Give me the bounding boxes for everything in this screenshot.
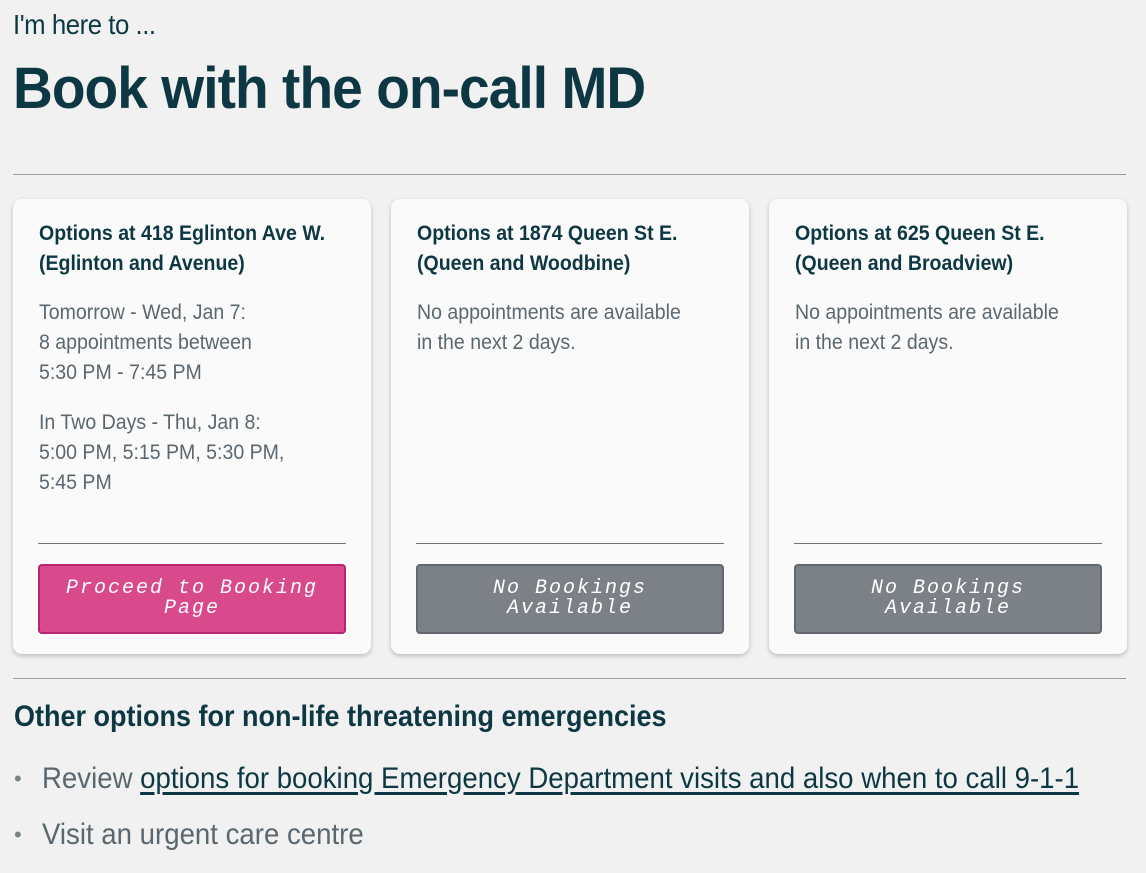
availability-tomorrow: Tomorrow - Wed, Jan 7: 8 appointments between 5:30 PM - 7:45 PM	[39, 301, 252, 384]
list-item	[14, 760, 1146, 816]
list-item-text: Visit an urgent care centre	[42, 818, 364, 851]
card-title	[417, 219, 703, 279]
top-divider	[13, 174, 1126, 175]
card-divider	[416, 543, 724, 544]
card-title	[39, 219, 325, 279]
list-item-text	[42, 760, 1079, 798]
availability-message: No appointments are available in the next 2 days.	[795, 301, 1059, 354]
proceed-to-booking-button[interactable]: Proceed to Booking Page	[38, 564, 346, 634]
location-cards	[13, 199, 1127, 654]
emergency-options-link[interactable]: options for booking Emergency Department visits and also when to call 9-1-1	[140, 762, 1080, 795]
intro-text: I'm here to ...	[13, 9, 156, 40]
card-title-line: Options at 625 Queen St E.	[795, 222, 1045, 245]
page-title: Book with the on-call MD	[13, 56, 646, 121]
bottom-divider	[13, 678, 1126, 679]
card-title	[795, 219, 1081, 279]
card-divider	[794, 543, 1102, 544]
other-options-heading: Other options for non-life threatening emergencies	[14, 700, 667, 733]
location-card-eglinton	[13, 199, 371, 654]
list-item-prefix: Review	[42, 762, 141, 795]
availability-message: No appointments are available in the next 2 days.	[417, 301, 681, 354]
card-title-line: (Queen and Woodbine)	[417, 252, 631, 275]
card-title-line: (Eglinton and Avenue)	[39, 252, 245, 275]
bullet-dot-icon: •	[14, 822, 22, 847]
bullet-dot-icon: •	[14, 766, 22, 791]
location-card-broadview	[769, 199, 1127, 654]
card-title-line: Options at 418 Eglinton Ave W.	[39, 222, 326, 245]
list-item	[14, 816, 1146, 872]
other-options-list	[14, 760, 1146, 872]
no-bookings-button: No Bookings Available	[416, 564, 724, 634]
location-card-woodbine	[391, 199, 749, 654]
card-title-line: Options at 1874 Queen St E.	[417, 222, 678, 245]
no-bookings-button: No Bookings Available	[794, 564, 1102, 634]
card-title-line: (Queen and Broadview)	[795, 252, 1014, 275]
card-divider	[38, 543, 346, 544]
availability-two-days: In Two Days - Thu, Jan 8: 5:00 PM, 5:15 PM, 5:30 PM, 5:45 PM	[39, 411, 285, 494]
